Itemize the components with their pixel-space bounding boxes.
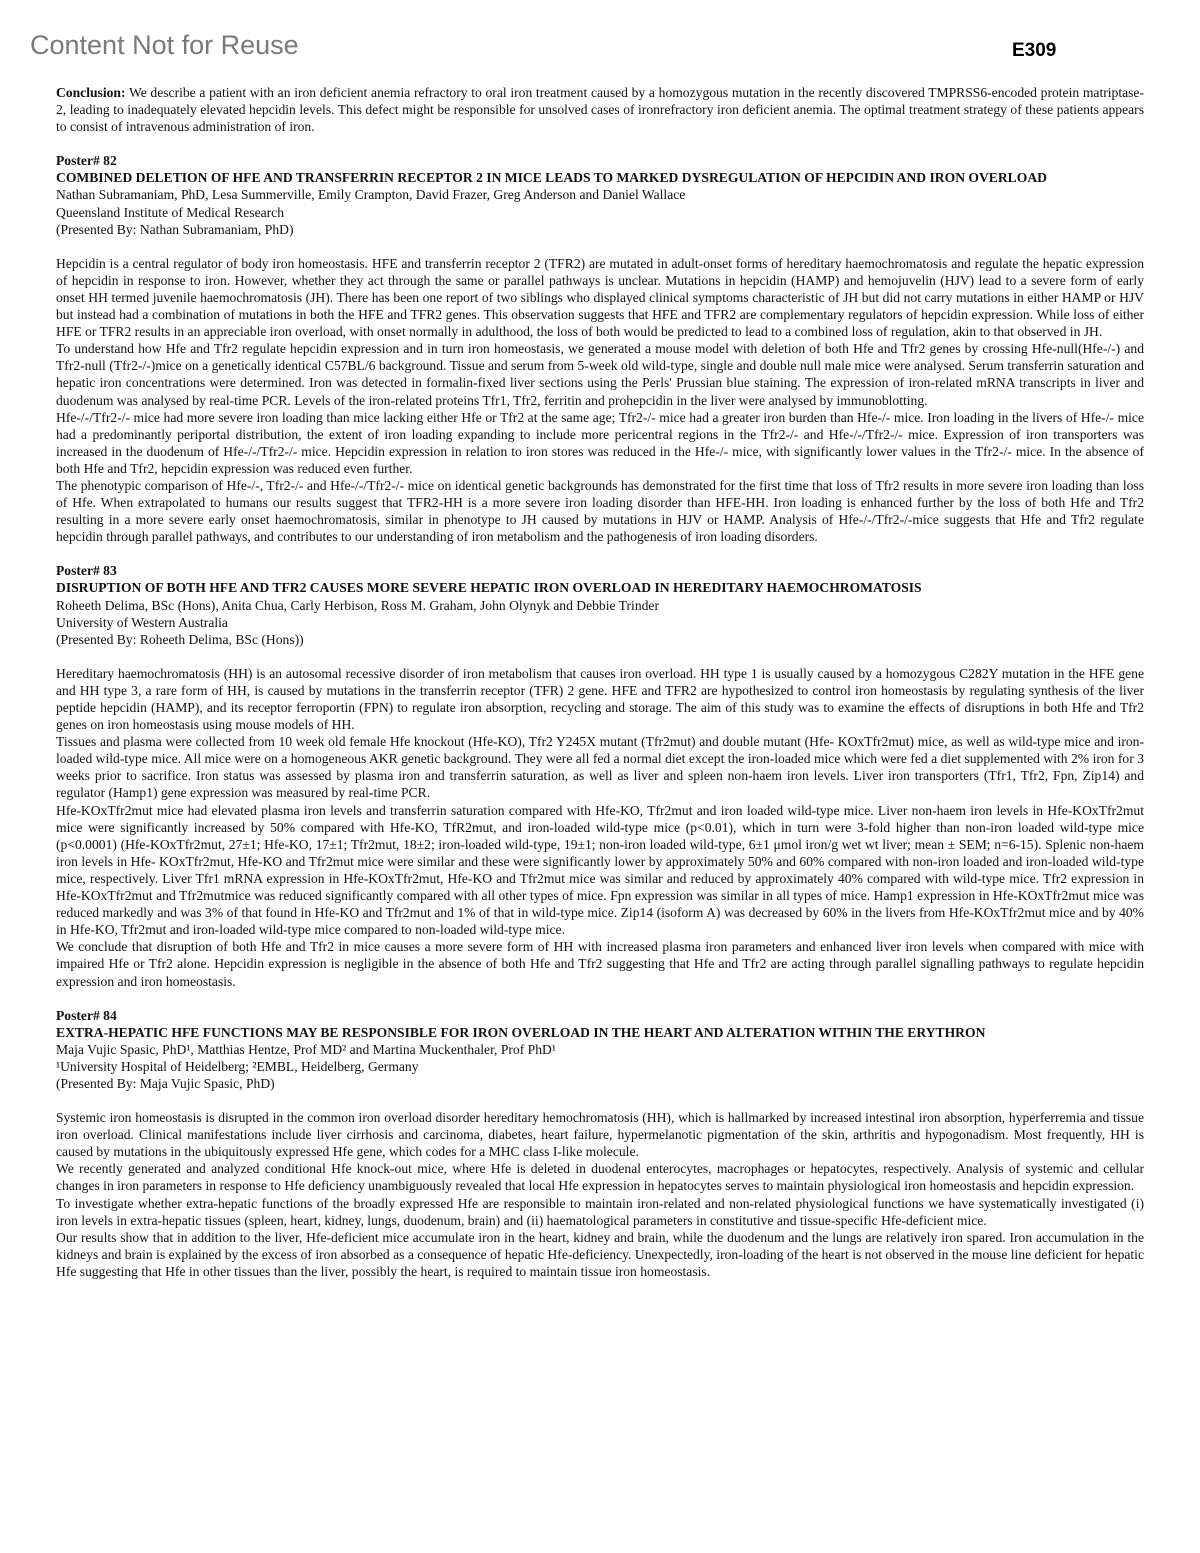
poster-presenter: (Presented By: Nathan Subramaniam, PhD) bbox=[56, 221, 294, 237]
abstract-paragraph: We recently generated and analyzed conditional Hfe knock-out mice, where Hfe is deleted in duodenal enterocytes, macrophages or hepatocytes, respectively. Analysis of systemic and cellular changes in iron parameters in response to Hfe deficiency unambiguously revealed that local Hfe expression in hepatocytes serves to maintain physiological iron homeostasis and hepcidin expression. bbox=[56, 1161, 1144, 1194]
poster-affiliation: University of Western Australia bbox=[56, 614, 228, 630]
poster-presenter: (Presented By: Roheeth Delima, BSc (Hons)) bbox=[56, 631, 304, 647]
watermark: Content Not for Reuse bbox=[30, 30, 299, 60]
conclusion-text: We describe a patient with an iron deficient anemia refractory to oral iron treatment caused by a homozygous mutation in the recently discovered TMPRSS6-encoded protein matriptase-2, leading to inadequately elevated hepcidin levels. This defect might be responsible for unsolved cases of ironrefractory iron deficient anemia. The optimal treatment strategy of these patients appears to consist of intravenous administration of iron. bbox=[56, 85, 1144, 135]
poster-number: Poster# 83 bbox=[56, 563, 117, 579]
poster-title: EXTRA-HEPATIC HFE FUNCTIONS MAY BE RESPONSIBLE FOR IRON OVERLOAD IN THE HEART AND ALTERATION WITHIN THE ERYTHRON bbox=[56, 1024, 986, 1040]
poster-affiliation: Queensland Institute of Medical Research bbox=[56, 204, 284, 220]
page-content bbox=[56, 84, 1144, 1280]
conclusion-label: Conclusion: bbox=[56, 85, 126, 100]
abstract-paragraph: Hfe-KOxTfr2mut mice had elevated plasma iron levels and transferrin saturation compared with Hfe-KO, Tfr2mut and iron loaded wild-type mice. Liver non-haem iron levels in Hfe-KOxTfr2mut mice were significantly increased by 50% compared with Hfe-KO, TfR2mut, and iron-loaded wild-type mice (p<0.01), which in turn were 3-fold higher than non-iron loaded wild-type mice (p<0.0001) (Hfe-KOxTfr2mut, 27±1; Hfe-KO, 17±1; Tfr2mut, 18±2; iron-loaded wild-type, 19±1; non-iron loaded wild-type, 6±1 μmol iron/g wet wt liver; mean ± SEM; n=6-15). Splenic non-haem iron levels in Hfe- KOxTfr2mut, Hfe-KO and Tfr2mut mice were similar and these were significantly lower by approximately 50% and 60% compared with non-iron loaded and iron-loaded wild-type mice, respectively. Liver Tfr1 mRNA expression in Hfe-KOxTfr2mut, Hfe-KO and Tfr2mut mice was similar and reduced by approximately 40% compared with wild-type mice. Tfr2 expression in Hfe-KOxTfr2mut and Tfr2mutmice was reduced significantly compared with all other types of mice. Fpn expression was similar in all types of mice. Hamp1 expression in Hfe-KOxTfr2mut mice was reduced markedly and was 3% of that found in Hfe-KO and Tfr2mut and 1% of that in wild-type mice. Zip14 (isoform A) was decreased by 60% in the livers from Hfe-KOxTfr2mut mice and by 40% in Hfe-KO, Tfr2mut and iron-loaded wild-type mice compared to non-loaded wild-type mice. bbox=[56, 802, 1144, 938]
poster-authors: Maja Vujic Spasic, PhD¹, Matthias Hentze, Prof MD² and Martina Muckenthaler, Prof PhD¹ bbox=[56, 1041, 556, 1057]
abstract-paragraph: To understand how Hfe and Tfr2 regulate hepcidin expression and in turn iron homeostasis, we generated a mouse model with deletion of both Hfe and Tfr2 genes by crossing Hfe-null(Hfe-/-) and Tfr2-null (Tfr2-/-)mice on a genetically identical C57BL/6 background. Tissue and serum from 5-week old wild-type, single and double null male mice were analysed. Serum transferrin saturation and hepatic iron concentrations were determined. Iron was detected in formalin-fixed liver sections using the Perls' Prussian blue staining. The expression of iron-related mRNA transcripts in liver and duodenum was analysed by real-time PCR. Levels of the iron-related proteins Tfr1, Tfr2, ferritin and prohepcidin in the liver were analysed by immunoblotting. bbox=[56, 341, 1144, 408]
poster-83 bbox=[56, 562, 1144, 989]
abstract-paragraph: The phenotypic comparison of Hfe-/-, Tfr2-/- and Hfe-/-/Tfr2-/- mice on identical genetic backgrounds has demonstrated for the first time that loss of Tfr2 results in more severe iron loading than loss of Hfe. When extrapolated to humans our results suggest that TFR2-HH is a more severe iron loading disorder than HFE-HH. Iron loading is enhanced further by the loss of both Hfe and Tfr2 resulting in a more severe early onset haemochromatosis, similar in phenotype to JH caused by mutations in HJV or HAMP. Analysis of Hfe-/-/Tfr2-/-mice suggests that Hfe and Tfr2 regulate hepcidin through parallel pathways, and contributes to our understanding of iron metabolism and the pathogenesis of iron loading disorders. bbox=[56, 477, 1144, 545]
poster-title: COMBINED DELETION OF HFE AND TRANSFERRIN RECEPTOR 2 IN MICE LEADS TO MARKED DYSREGULATION OF HEPCIDIN AND IRON OVERLOAD bbox=[56, 170, 1047, 186]
poster-84 bbox=[56, 1007, 1144, 1280]
abstract-paragraph: Hfe-/-/Tfr2-/- mice had more severe iron loading than mice lacking either Hfe or Tfr2 at the same age; Tfr2-/- mice had a greater iron burden than Hfe-/- mice. Iron loading in the livers of Hfe-/- mice had a predominantly periportal distribution, the extent of iron loading expanding to include more pericentral regions in the Tfr2-/- and Hfe-/-/Tfr2-/- mice. Expression of iron transporters was increased in the duodenum of Hfe-/-/Tfr2-/- mice. Hepcidin expression in relation to iron stores was reduced in the Hfe-/- mice, with significantly lower values in the Tfr2-/- mice. In the absence of both Hfe and Tfr2, hepcidin expression was reduced even further. bbox=[56, 409, 1144, 476]
poster-number: Poster# 84 bbox=[56, 1007, 117, 1023]
poster-affiliation: ¹University Hospital of Heidelberg; ²EMBL, Heidelberg, Germany bbox=[56, 1058, 419, 1074]
poster-82 bbox=[56, 152, 1144, 545]
page-number: E309 bbox=[1012, 40, 1057, 61]
abstract-paragraph: Hepcidin is a central regulator of body iron homeostasis. HFE and transferrin receptor 2 (TFR2) are mutated in adult-onset forms of hereditary haemochromatosis and regulate the hepatic expression of hepcidin in response to iron. However, whether they act through the same or parallel pathways is unclear. Mutations in hepcidin (HAMP) and hemojuvelin (HJV) lead to a severe form of early onset HH termed juvenile haemochromatosis (JH). There has been one report of two siblings who displayed clinical symptoms characteristic of JH but did not carry mutations in either HAMP or HJV but instead had a combination of mutations in both the HFE and TFR2 genes. This observation suggests that HFE and TFR2 are complementary regulators of hepcidin expression. While loss of either HFE or TFR2 results in an appreciable iron overload, with onset normally in adulthood, the loss of both would be predicted to lead to a combined loss of regulation, akin to that observed in JH. bbox=[56, 255, 1144, 340]
conclusion-paragraph bbox=[56, 84, 1144, 135]
abstract-paragraph: We conclude that disruption of both Hfe and Tfr2 in mice causes a more severe form of HH with increased plasma iron parameters and enhanced liver iron levels when compared with mice with impaired Hfe or Tfr2 alone. Hepcidin expression is negligible in the absence of both Hfe and Tfr2 suggesting that Hfe and Tfr2 are acting through parallel signalling pathways to regulate hepcidin expression and iron homeostasis. bbox=[56, 939, 1144, 989]
poster-authors: Nathan Subramaniam, PhD, Lesa Summerville, Emily Crampton, David Frazer, Greg Anderson and Daniel Wallace bbox=[56, 187, 686, 203]
poster-title: DISRUPTION OF BOTH HFE AND TFR2 CAUSES MORE SEVERE HEPATIC IRON OVERLOAD IN HEREDITARY HAEMOCHROMATOSIS bbox=[56, 580, 922, 596]
abstract-paragraph: Systemic iron homeostasis is disrupted in the common iron overload disorder hereditary hemochromatosis (HH), which is hallmarked by increased intestinal iron absorption, hyperferremia and tissue iron overload. Clinical manifestations include liver cirrhosis and carcinoma, diabetes, heart failure, hypermelanotic pigmentation of the skin, arthritis and hypogonadism. Most frequently, HH is caused by mutations in the ubiquitously expressed Hfe gene, which codes for a MHC class I-like molecule. bbox=[56, 1110, 1144, 1160]
abstract-paragraph: Our results show that in addition to the liver, Hfe-deficient mice accumulate iron in the heart, kidney and brain, while the duodenum and the lungs are relatively iron spared. Iron accumulation in the kidneys and brain is explained by the excess of iron absorbed as a consequence of hepatic Hfe-deficiency. Unexpectedly, iron-loading of the heart is not observed in the mouse line deficient for hepatic Hfe suggesting that Hfe in other tissues than the liver, possibly the heart, is required to maintain tissue iron homeostasis. bbox=[56, 1229, 1144, 1279]
poster-authors: Roheeth Delima, BSc (Hons), Anita Chua, Carly Herbison, Ross M. Graham, John Olynyk and Debbie Trinder bbox=[56, 597, 659, 613]
poster-presenter: (Presented By: Maja Vujic Spasic, PhD) bbox=[56, 1075, 275, 1091]
abstract-paragraph: To investigate whether extra-hepatic functions of the broadly expressed Hfe are responsible to maintain iron-related and non-related physiological functions we have systematically investigated (i) iron levels in extra-hepatic tissues (spleen, heart, kidney, lungs, duodenum, brain) and (ii) haematological parameters in constitutive and tissue-specific Hfe-deficient mice. bbox=[56, 1195, 1144, 1228]
abstract-paragraph: Hereditary haemochromatosis (HH) is an autosomal recessive disorder of iron metabolism that causes iron overload. HH type 1 is usually caused by a homozygous C282Y mutation in the HFE gene and HH type 3, a rare form of HH, is caused by mutations in the transferrin receptor (TFR) 2 gene. HFE and TFR2 are hypothesized to control iron homeostasis by regulating synthesis of the liver peptide hepcidin (HAMP), and its receptor ferroportin (FPN) to regulate iron absorption, recycling and storage. The aim of this study was to examine the effects of disruptions in both Hfe and Tfr2 genes on iron homeostasis using mouse models of HH. bbox=[56, 665, 1144, 733]
abstract-paragraph: Tissues and plasma were collected from 10 week old female Hfe knockout (Hfe-KO), Tfr2 Y245X mutant (Tfr2mut) and double mutant (Hfe- KOxTfr2mut) mice, as well as wild-type mice and iron-loaded wild-type mice. All mice were on a homogeneous AKR genetic background. They were all fed a normal diet except the iron-loaded mice which were fed a diet supplemented with 2% iron for 3 weeks prior to sacrifice. Iron status was assessed by plasma iron and transferrin saturation, as well as liver and spleen non-haem iron levels. Liver iron transporters (Tfr1, Tfr2, Fpn, Zip14) and regulator (Hamp1) gene expression was measured by real-time PCR. bbox=[56, 734, 1144, 801]
poster-number: Poster# 82 bbox=[56, 153, 117, 169]
